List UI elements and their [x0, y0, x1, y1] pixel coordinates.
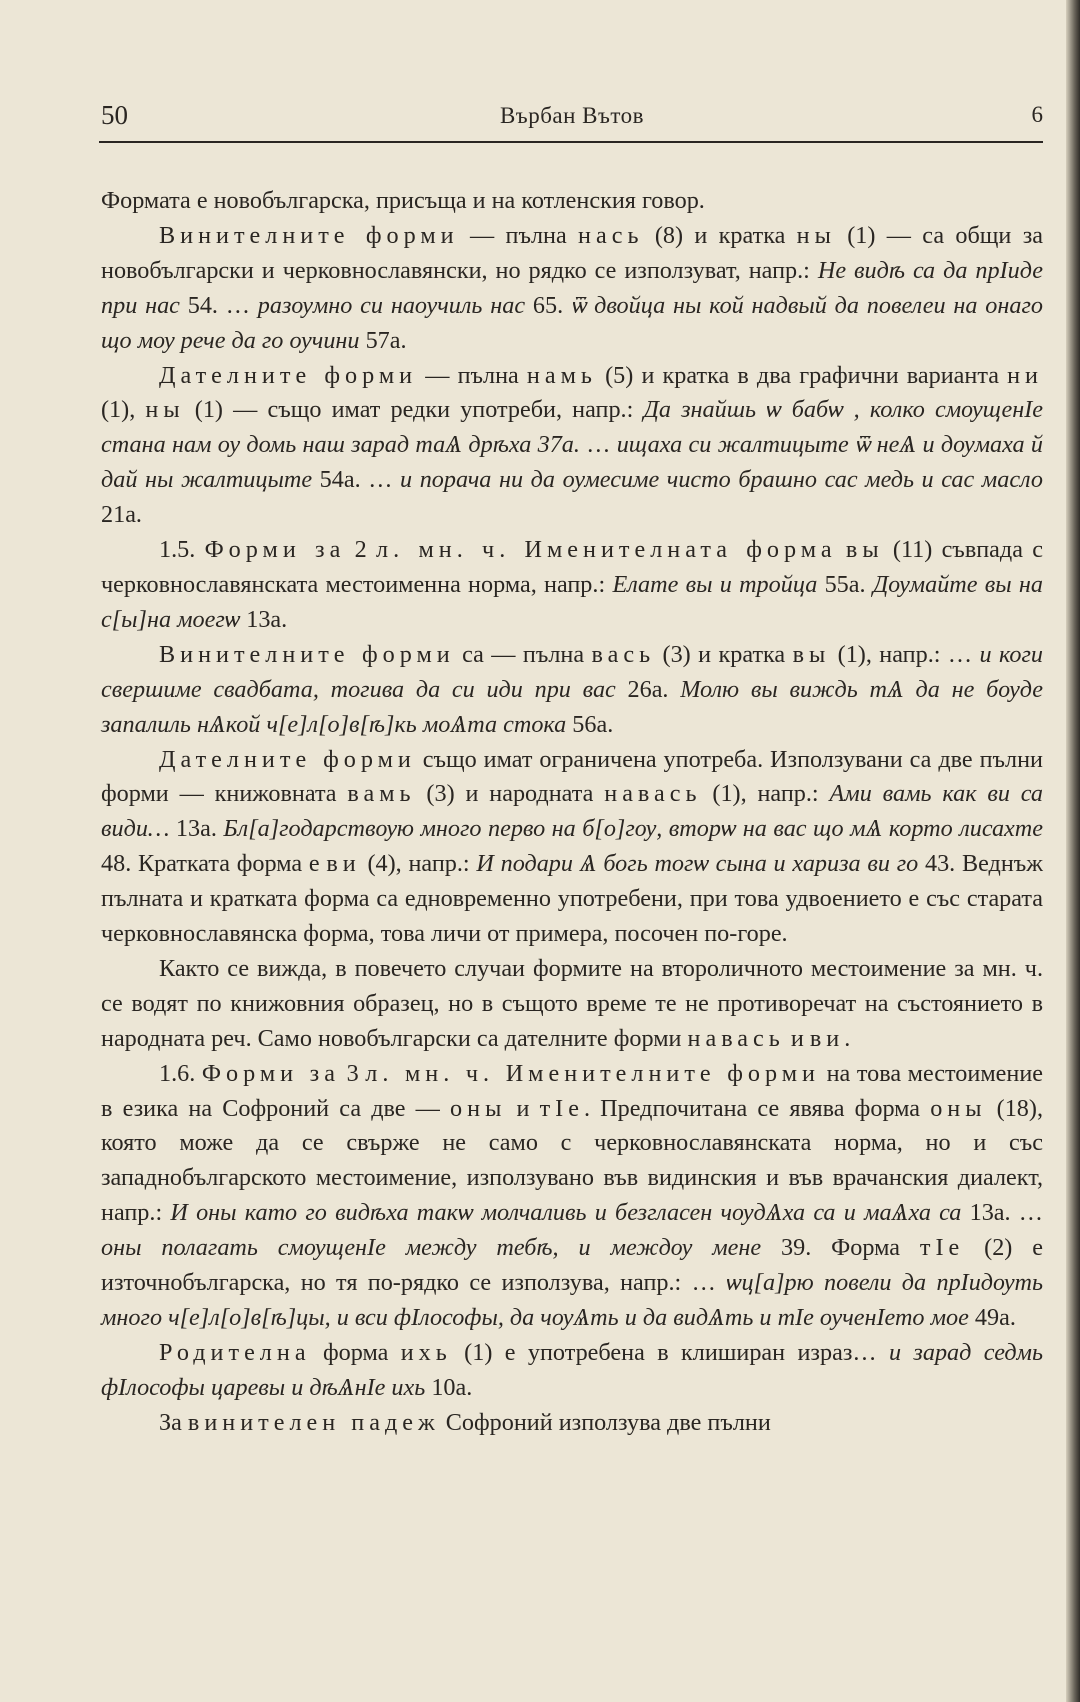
text-run: (3) и народната	[415, 780, 605, 808]
quoted-example: Не видѣ са да прІиде при нас	[101, 256, 1043, 319]
running-title: Върбан Вътов	[499, 103, 645, 128]
spaced-term: Родителна	[159, 1338, 311, 1366]
text-run: Формата е новобългарска, присъща и на котленския говор.	[101, 187, 705, 214]
header-mark: 6	[1031, 102, 1043, 127]
quoted-example: Да знайшь ѡ бабѡ , колко смѹщенІе стана нам оу домь наш зарад таѦ дрѣха 37а.	[101, 396, 1044, 459]
quoted-example: оны полагать смѹщенІе между тебѣ, и междѹ мене	[101, 1234, 762, 1262]
paragraph	[101, 1057, 1043, 1336]
spaced-term: л. мн. ч. Именителните форми	[365, 1059, 820, 1087]
text-run: За	[159, 1408, 188, 1436]
book-spine-shadow	[1066, 0, 1080, 1702]
text-run: (18), която може да се свърже не само с черковнославянската норма, но и със западнобългарското местоимение, използувано във видинския и във врачанския диалект, напр.:	[101, 1094, 1043, 1227]
paragraph	[101, 743, 1043, 952]
quoted-example: ищаха си жалтицыте ѿ неѦ и дѹмаха й дай ны жалтицыте	[101, 431, 1044, 494]
page-header	[101, 100, 1043, 136]
quoted-example: И оны като го видѣха такѡ молчаливь и безгласен чѹдѦха са и маѦха са	[170, 1199, 962, 1227]
text-run: (1), напр.:	[701, 780, 830, 808]
text-run: са — пълна	[454, 640, 592, 668]
text-run: (1) — са общи за новобългарски и черковнославянски, но рядко се използуват, напр.:	[101, 221, 1044, 284]
spaced-term: Винителните форми	[159, 221, 459, 249]
page-number: 50	[101, 100, 128, 130]
spaced-term: Дателните форми	[159, 361, 418, 389]
spaced-term: вы	[792, 640, 831, 668]
text-run: 13а.	[169, 815, 224, 843]
text-run: 48. Кратката форма е	[101, 850, 327, 878]
body-text	[101, 184, 1043, 1441]
paragraph	[101, 952, 1043, 1057]
spaced-term: оны	[450, 1094, 507, 1122]
text-run: …	[579, 431, 617, 459]
text-run: (1) — също имат редки употреби, напр.:	[184, 396, 644, 424]
spaced-term: намь	[526, 361, 597, 389]
spaced-term: навась	[604, 780, 702, 808]
text-run: 56а.	[566, 710, 614, 738]
text-run: 21а.	[101, 501, 142, 529]
quoted-example: ѡц[а]рю повели да прІидѹть много ч[е]л[о]в[ѣ]цы, и вси фІлософы, да чѹѦть и да видѦть и тІе оученІето мое	[101, 1269, 1043, 1331]
text-run: (8) и кратка	[643, 221, 797, 249]
header-rule	[99, 141, 1043, 143]
quoted-example: Елате вы и тройца	[612, 570, 818, 598]
text-run: (1),	[101, 396, 146, 424]
spaced-term: ви	[809, 1024, 845, 1052]
spaced-term: вась	[591, 640, 656, 668]
quoted-example: и зарад седмь фІлософы царевы и дѣѦнІе ихь	[101, 1338, 1044, 1401]
spaced-term: Дателните форми	[159, 745, 416, 773]
text-run: Както се вижда, в повечето случаи формите на второличното местоимение за мн. ч. се водят по книжовния образец, но в същото време те не противоречат на състоянието в народната реч. Само новобългарски са дателните форми	[101, 954, 1043, 1052]
quoted-example: И подари Ѧ богь тогѡ сына и хариза ви го	[476, 850, 919, 878]
quoted-example: разѹмно си наоучиль нас	[257, 291, 526, 319]
spaced-term: ихь	[400, 1338, 452, 1366]
quoted-example: Молю вы виждь тѦ да не бѹде запалиль нѦкой ч[е]л[о]в[ѣ]кь моѦта стока	[101, 675, 1043, 738]
spaced-term: ни	[1007, 361, 1043, 389]
text-run: (2) е източнобългарска, но тя по-рядко се използува, напр.: …	[101, 1234, 1043, 1297]
quoted-example: и порача ни да оумесиме чисто брашно сас медь и сас масло	[400, 466, 1043, 494]
paragraph	[101, 1336, 1043, 1406]
text-run: на това местоимение в езика на Софроний са две —	[101, 1059, 1043, 1122]
paragraph	[101, 359, 1043, 534]
spaced-term: Форми за	[201, 1059, 340, 1087]
text-run: (5) и кратка в два графични варианта	[596, 361, 1008, 389]
spaced-term: ны	[796, 221, 836, 249]
paragraph	[101, 638, 1043, 743]
text-run: 54. …	[179, 291, 258, 319]
spaced-term: винителен падеж	[187, 1408, 440, 1436]
text-run: .	[844, 1024, 851, 1052]
spaced-term: л. мн. ч. Именителната форма	[376, 536, 837, 564]
text-run: форма	[310, 1338, 401, 1366]
text-run: и	[506, 1094, 540, 1122]
quoted-example: и коги свершиме свадбата, тогива да си иди при вас	[101, 640, 1044, 703]
spaced-term: ны	[145, 396, 185, 424]
paragraph	[101, 219, 1043, 359]
text-run: 49а.	[968, 1304, 1016, 1331]
text-run: — пълна	[417, 361, 527, 389]
quoted-example: Бл[а]годарствѹю много перво на б[о]гѹ, вторѡ на вас що мѦ корто лисахте	[223, 815, 1043, 843]
text-run: 13а.	[240, 605, 288, 633]
text-run: (4), напр.:	[360, 850, 477, 878]
text-run: (3) и кратка	[655, 640, 793, 668]
text-run: (11) съвпада с черковнославянската местоименна норма, напр.:	[101, 536, 1043, 598]
text-run: 39. Форма	[761, 1234, 920, 1262]
quoted-example: Ами вамь как ви са види…	[101, 780, 1043, 843]
text-run: 2	[345, 536, 377, 564]
text-run: — пълна	[458, 221, 579, 249]
spaced-term: вамь	[347, 780, 416, 808]
text-run: 1.5.	[159, 536, 205, 564]
text-run: и	[784, 1024, 810, 1052]
text-run: също имат ограничена употреба. Използувани са две пълни форми — книжовната	[101, 745, 1043, 808]
text-run: 10а.	[425, 1373, 473, 1401]
text-run: Софроний използува две пълни	[439, 1408, 771, 1436]
spaced-term: ви	[326, 850, 361, 878]
spaced-term: нась	[578, 221, 644, 249]
spaced-term: Форми за	[204, 536, 346, 564]
text-run: 26а.	[615, 675, 681, 703]
text-run: 55а.	[817, 570, 873, 598]
text-run: 13а. …	[961, 1199, 1043, 1227]
spaced-term: тІе	[919, 1234, 965, 1262]
paragraph	[101, 1406, 1043, 1441]
spaced-term: оны	[930, 1094, 987, 1122]
spaced-term: Винителните форми	[159, 640, 455, 668]
text-run: (1), напр.: …	[830, 640, 980, 668]
text-run	[837, 536, 846, 563]
text-run: 43. Веднъж пълната и кратката форма са едновременно употребени, при това удвоението е със старата черковнославянска форма, това личи от примера, посочен по-горе.	[101, 850, 1043, 948]
text-run: 1.6.	[159, 1059, 202, 1087]
spaced-term: навась	[687, 1024, 785, 1052]
text-run: 65.	[525, 291, 571, 319]
text-run: 54а. …	[312, 466, 401, 494]
text-run: 3	[339, 1059, 366, 1087]
spaced-term: тІе	[539, 1094, 584, 1122]
paragraph	[101, 184, 1043, 219]
paragraph	[101, 533, 1043, 638]
quoted-example: ѿ двойца ны кой надвый да повелеи на онаго що мѹ рече да го оучини	[101, 291, 1044, 354]
text-run: 57а.	[359, 326, 407, 354]
spaced-term: вы	[845, 536, 884, 564]
text-run: . Предпочитана се явява форма	[583, 1094, 931, 1122]
quoted-example: Дѹмайте вы на с[ы]на моегѡ	[101, 570, 1043, 633]
text-run: (1) е употребена в клиширан израз…	[451, 1338, 889, 1366]
